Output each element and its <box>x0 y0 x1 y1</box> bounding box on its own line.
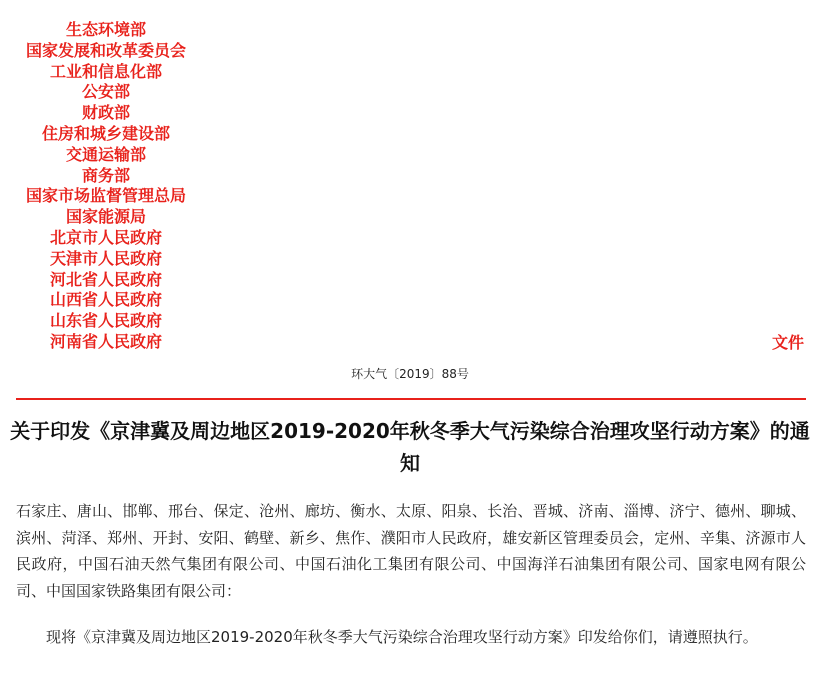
recipients-paragraph: 石家庄、唐山、邯郸、邢台、保定、沧州、廊坊、衡水、太原、阳泉、长治、晋城、济南、淄博、济宁、德州、聊城、滨州、菏泽、郑州、开封、安阳、鹤壁、新乡、焦作、濮阳市人民政府，雄安新区管理委员会，定州、辛集、济源市人民政府，中国石油天然气集团有限公司、中国石油化工集团有限公司、中国海洋石油集团有限公司、国家电网有限公司、中国国家铁路集团有限公司： <box>16 502 806 600</box>
issuer-name: 商务部 <box>81 165 130 185</box>
issuer-name: 国家发展和改革委员会 <box>25 40 186 60</box>
document-type-label: 文件 <box>771 333 804 352</box>
issuer-name: 财政部 <box>81 103 130 123</box>
issuer-name: 国家能源局 <box>65 207 146 227</box>
issuer-name: 山西省人民政府 <box>49 290 162 310</box>
red-divider <box>16 398 806 400</box>
issuer-name: 河北省人民政府 <box>49 269 162 289</box>
notice-title: 关于印发《京津冀及周边地区2019-2020年秋冬季大气污染综合治理攻坚行动方案》的通知 <box>10 419 810 475</box>
issuer-name: 工业和信息化部 <box>49 61 162 81</box>
issuer-name: 公安部 <box>81 82 130 102</box>
issuer-name: 山东省人民政府 <box>49 311 162 331</box>
issuing-authorities <box>10 20 202 353</box>
issuer-name: 交通运输部 <box>65 144 146 164</box>
issuer-name: 住房和城乡建设部 <box>41 123 170 143</box>
issuer-name: 河南省人民政府 <box>49 331 162 351</box>
issuer-name: 北京市人民政府 <box>49 227 162 247</box>
issuer-name: 国家市场监督管理总局 <box>25 186 186 206</box>
body-paragraph: 现将《京津冀及周边地区2019-2020年秋冬季大气污染综合治理攻坚行动方案》印发给你们，请遵照执行。 <box>46 628 758 646</box>
issuer-name: 生态环境部 <box>65 20 146 39</box>
document-header <box>0 20 820 360</box>
document-number: 环大气〔2019〕88号 <box>351 367 469 381</box>
issuer-name: 天津市人民政府 <box>49 248 162 268</box>
